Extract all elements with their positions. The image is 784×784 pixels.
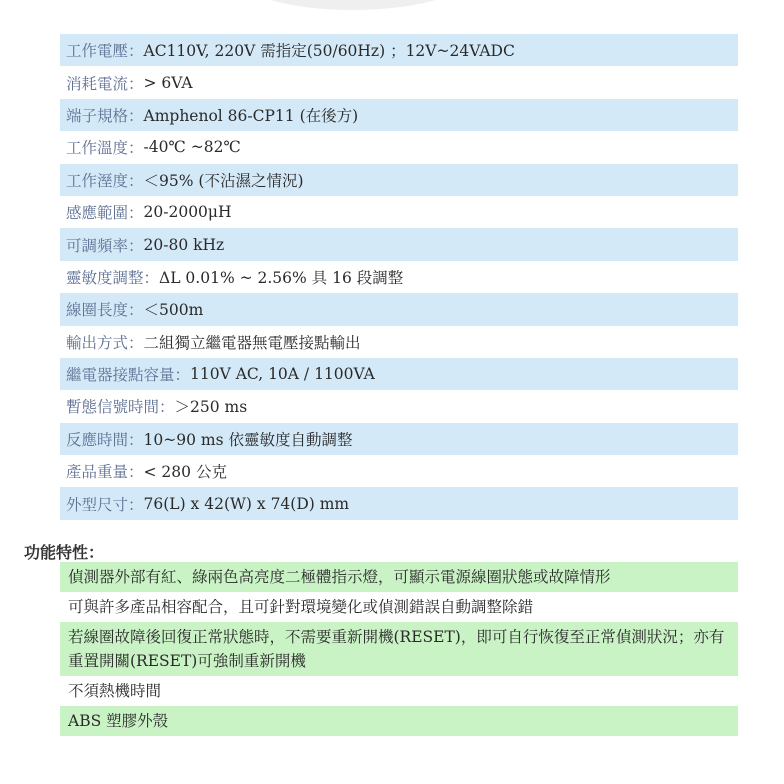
spec-row-frequency xyxy=(60,228,738,260)
spec-label: 靈敏度調整： xyxy=(66,268,160,287)
spec-label: 工作電壓： xyxy=(66,42,144,61)
spec-row-temperature xyxy=(60,131,738,163)
spec-value: ΔL 0.01% ~ 2.56% 具 16 段調整 xyxy=(159,268,404,287)
spec-label: 反應時間： xyxy=(66,430,144,449)
spec-row-terminal xyxy=(60,99,738,131)
feature-item: 可與許多產品相容配合，且可針對環境變化或偵測錯誤自動調整除錯 xyxy=(68,598,534,616)
spec-value: ＜95% (不沾濕之情況) xyxy=(143,171,304,190)
spec-value: 76(L) x 42(W) x 74(D) mm xyxy=(143,494,350,513)
spec-label: 消耗電流： xyxy=(66,74,144,93)
spec-value: 二組獨立繼電器無電壓接點輸出 xyxy=(143,333,361,352)
spec-value: ＜500m xyxy=(143,301,204,320)
spec-row-dimensions xyxy=(60,487,738,519)
spec-row-loop-length xyxy=(60,293,738,325)
spec-row-voltage xyxy=(60,34,738,66)
spec-row-relay-capacity xyxy=(60,358,738,390)
spec-label: 產品重量： xyxy=(66,463,144,482)
spec-row-transient xyxy=(60,390,738,422)
spec-value: -40℃ ~82℃ xyxy=(143,138,241,157)
spec-value: Amphenol 86-CP11 (在後方) xyxy=(143,106,359,125)
spec-row-response-time xyxy=(60,423,738,455)
spec-value: < 280 公克 xyxy=(143,463,227,482)
spec-label: 輸出方式： xyxy=(66,333,144,352)
spec-value: 20-2000μH xyxy=(143,203,232,222)
feature-item: 偵測器外部有紅、綠兩色高亮度二極體指示燈，可顯示電源線圈狀態或故障情形 xyxy=(60,562,738,592)
features-list xyxy=(60,562,738,736)
spec-value: ＞250 ms xyxy=(174,398,248,417)
spec-value: 10~90 ms 依靈敏度自動調整 xyxy=(143,430,353,449)
spec-label: 暫態信號時間： xyxy=(66,398,175,417)
spec-row-sensitivity xyxy=(60,261,738,293)
spec-row-output xyxy=(60,326,738,358)
spec-value: 110V AC, 10A / 1100VA xyxy=(190,365,375,384)
features-title: 功能特性： xyxy=(24,543,105,562)
spec-table xyxy=(60,34,738,520)
spec-label: 外型尺寸： xyxy=(66,495,144,514)
spec-row-current xyxy=(60,66,738,98)
spec-label: 繼電器接點容量： xyxy=(66,366,191,385)
spec-value: AC110V, 220V 需指定(50/60Hz) ；12V~24VADC xyxy=(143,42,515,61)
spec-row-humidity xyxy=(60,164,738,196)
spec-row-weight xyxy=(60,455,738,487)
spec-label: 可調頻率： xyxy=(66,236,144,255)
feature-item: ABS 塑膠外殼 xyxy=(60,706,738,736)
spec-label: 工作溫度： xyxy=(66,139,144,158)
top-decoration xyxy=(228,0,478,10)
spec-label: 端子規格： xyxy=(66,106,144,125)
feature-item: 不須熱機時間 xyxy=(68,682,162,700)
spec-label: 線圈長度： xyxy=(66,301,144,320)
spec-value: 20-80 kHz xyxy=(143,235,225,254)
spec-label: 感應範圍： xyxy=(66,204,144,223)
feature-item: 若線圈故障後回復正常狀態時，不需要重新開機(RESET)，即可自行恢復至正常偵測狀況；亦有重置開關(RESET)可強制重新開機 xyxy=(60,622,738,676)
spec-row-inductance xyxy=(60,196,738,228)
spec-value: > 6VA xyxy=(143,73,193,92)
spec-label: 工作溼度： xyxy=(66,171,144,190)
